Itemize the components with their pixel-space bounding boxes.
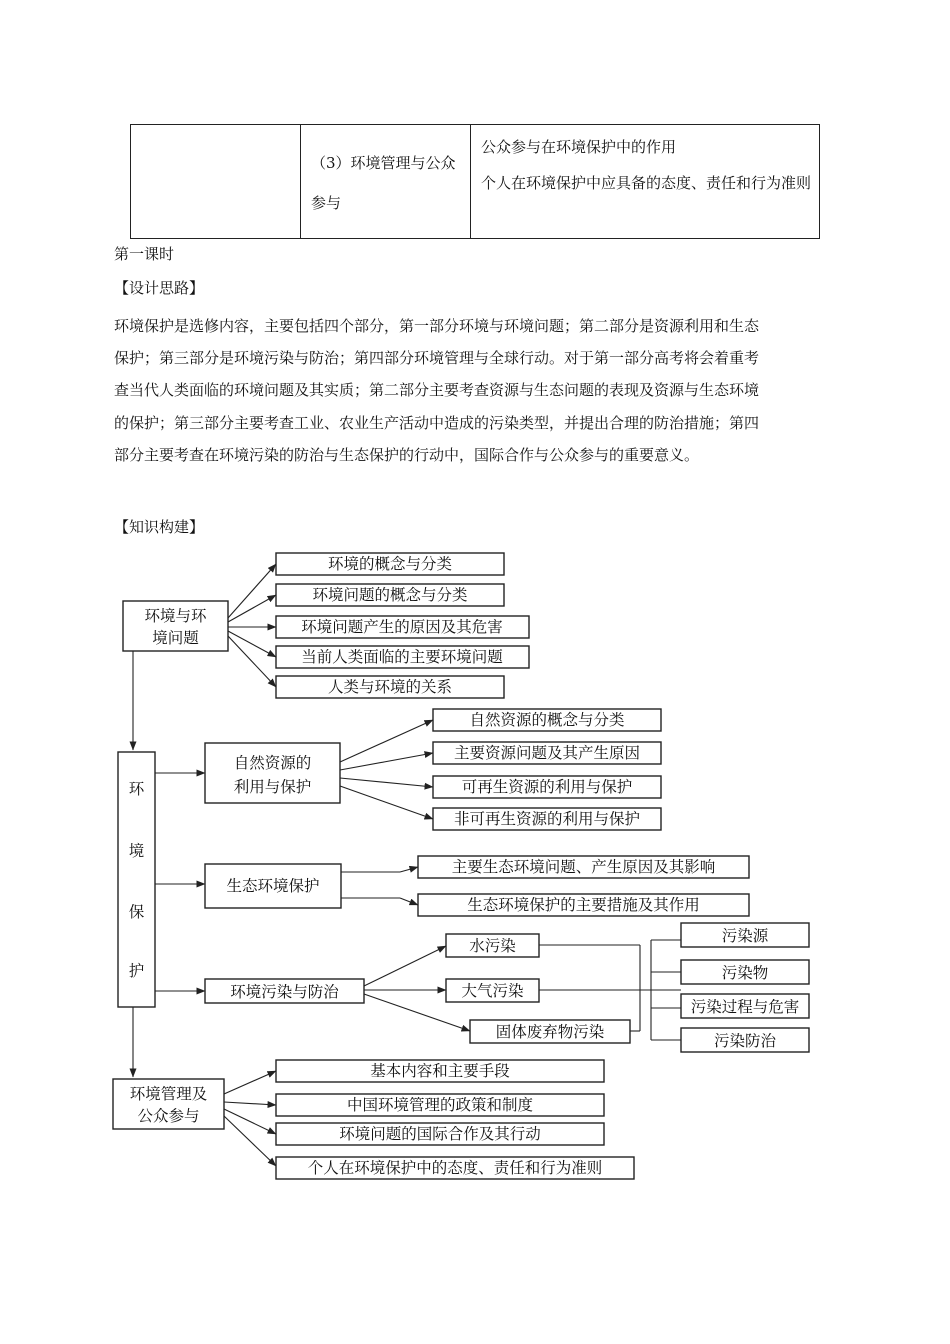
requirement-line: 公众参与在环境保护中的作用 bbox=[481, 138, 677, 156]
list-item: 中国环境管理的政策和制度 bbox=[346, 1096, 534, 1114]
node-eco bbox=[205, 864, 341, 908]
section-heading-design: 【设计思路】 bbox=[114, 279, 205, 297]
node-label: 环境与环 bbox=[144, 607, 207, 625]
root-char: 境 bbox=[128, 842, 145, 860]
lesson-title: 第一课时 bbox=[114, 245, 175, 263]
node-pollution bbox=[205, 979, 364, 1003]
node-label: 公众参与 bbox=[137, 1107, 200, 1125]
list-item: 污染防治 bbox=[713, 1032, 777, 1050]
env-issue-items bbox=[276, 553, 529, 698]
node-env-issue bbox=[123, 601, 228, 651]
node-resource bbox=[205, 743, 340, 803]
list-item: 自然资源的概念与分类 bbox=[469, 711, 625, 729]
node-label: 境问题 bbox=[152, 629, 199, 647]
list-item: 环境问题产生的原因及其危害 bbox=[301, 618, 503, 636]
paragraph-line: 环境保护是选修内容，主要包括四个部分，第一部分环境与环境问题；第二部分是资源利用和生态 bbox=[114, 317, 760, 335]
pollution-aspects bbox=[681, 923, 809, 1052]
list-item: 污染过程与危害 bbox=[690, 998, 800, 1016]
node-management bbox=[113, 1079, 224, 1129]
root-char: 保 bbox=[128, 903, 145, 921]
list-item: 个人在环境保护中的态度、责任和行为准则 bbox=[307, 1159, 603, 1177]
pollution-types bbox=[446, 934, 630, 1043]
list-item: 污染物 bbox=[721, 964, 769, 982]
list-item: 人类与环境的关系 bbox=[327, 678, 453, 696]
list-item: 水污染 bbox=[469, 937, 516, 955]
root-char: 护 bbox=[128, 962, 145, 980]
list-item: 固体废弃物污染 bbox=[495, 1023, 605, 1041]
list-item: 可再生资源的利用与保护 bbox=[461, 778, 633, 796]
list-item: 环境问题的概念与分类 bbox=[312, 586, 468, 604]
node-label: 环境污染与防治 bbox=[230, 983, 339, 1001]
root-node bbox=[118, 752, 155, 1007]
paragraph-line: 查当代人类面临的环境问题及其实质；第二部分主要考查资源与生态问题的表现及资源与生态环境 bbox=[114, 381, 760, 400]
node-label: 自然资源的 bbox=[233, 754, 312, 772]
list-item: 基本内容和主要手段 bbox=[370, 1062, 510, 1080]
list-item: 非可再生资源的利用与保护 bbox=[453, 810, 641, 828]
list-item: 主要资源问题及其产生原因 bbox=[453, 744, 641, 762]
list-item: 环境问题的国际合作及其行动 bbox=[339, 1125, 541, 1143]
list-item: 当前人类面临的主要环境问题 bbox=[301, 648, 503, 666]
root-char: 环 bbox=[128, 780, 145, 798]
list-item: 大气污染 bbox=[461, 982, 524, 1000]
list-item: 环境的概念与分类 bbox=[327, 555, 453, 573]
node-label: 生态环境保护 bbox=[226, 877, 320, 895]
paragraph-line: 的保护；第三部分主要考查工业、农业生产活动中造成的污染类型，并提出合理的防治措施；第四 bbox=[114, 413, 760, 432]
list-item: 主要生态环境问题、产生原因及其影响 bbox=[451, 858, 716, 876]
list-item: 污染源 bbox=[721, 927, 769, 945]
paragraph-line: 保护；第三部分是环境污染与防治；第四部分环境管理与全球行动。对于第一部分高考将会着重考 bbox=[114, 349, 760, 368]
table-cell-topic: （3）环境管理与公众参与 bbox=[301, 125, 471, 239]
resource-items bbox=[433, 709, 661, 830]
node-label: 利用与保护 bbox=[233, 778, 312, 796]
management-items bbox=[276, 1060, 634, 1179]
requirement-line: 个人在环境保护中应具备的态度、责任和行为准则 bbox=[481, 174, 812, 192]
list-item: 生态环境保护的主要措施及其作用 bbox=[467, 896, 700, 914]
section-heading-knowledge: 【知识构建】 bbox=[114, 518, 205, 536]
eco-items bbox=[418, 856, 749, 916]
node-label: 环境管理及 bbox=[129, 1085, 208, 1103]
paragraph-line: 部分主要考查在环境污染的防治与生态保护的行动中，国际合作与公众参与的重要意义。 bbox=[114, 445, 700, 464]
